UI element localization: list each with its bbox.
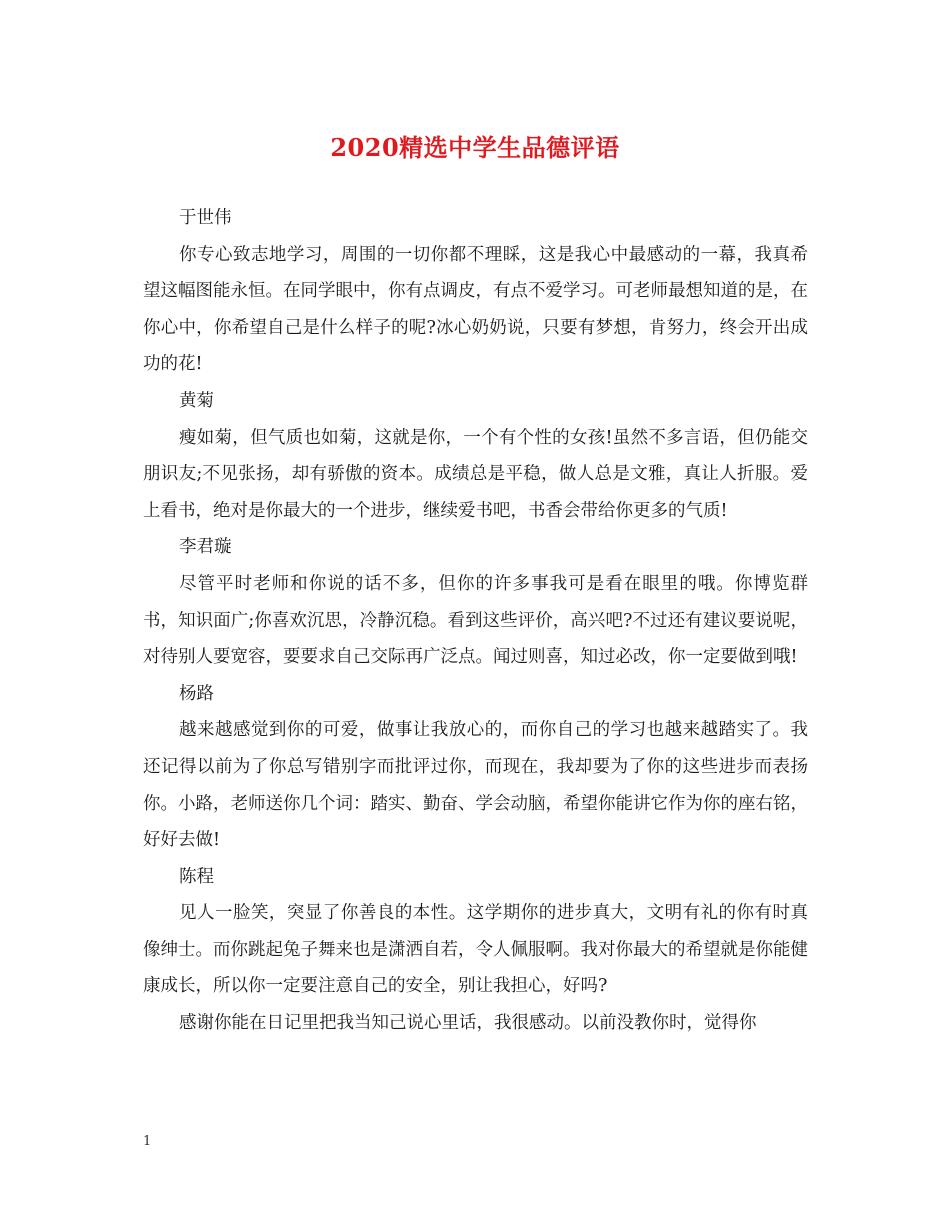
entry-name: 于世伟 [179, 208, 232, 228]
entry-name: 杨路 [179, 683, 214, 704]
trailing-paragraph: 感谢你能在日记里把我当知己说心里话，我很感动。以前没教你时，觉得你 [179, 1013, 757, 1034]
entry-name: 李君璇 [179, 537, 232, 558]
entry-paragraph: 越来越感觉到你的可爱，做事让我放心的，而你自己的学习也越来越踏实了。我还记得以前为了你总写错别字而批评过你，而现在，我却要为了你的这些进步而表扬你。小路，老师送你几个词：踏实、勤奋、学会动脑，希望你能讲它作为你的座右铭，好好去做! [143, 720, 808, 851]
entry-paragraph: 尽管平时老师和你说的话不多，但你的许多事我可是看在眼里的哦。你博览群书，知识面广;你喜欢沉思，冷静沉稳。看到这些评价，高兴吧?不过还有建议要说呢，对待别人要宽容，要要求自己交际再广泛点。闻过则喜，知过必改，你一定要做到哦! [143, 573, 808, 668]
entry-paragraph: 见人一脸笑，突显了你善良的本性。这学期你的进步真大，文明有礼的你有时真像绅士。而你跳起兔子舞来也是潇洒自若，令人佩服啊。我对你最大的希望就是你能健康成长，所以你一定要注意自己的安全，别让我担心，好吗? [143, 903, 808, 997]
entry-paragraph: 你专心致志地学习，周围的一切你都不理睬，这是我心中最感动的一幕，我真希望这幅图能永恒。在同学眼中，你有点调皮，有点不爱学习。可老师最想知道的是，在你心中，你希望自己是什么样子的呢?冰心奶奶说，只要有梦想，肯努力，终会开出成功的花! [143, 244, 808, 375]
page-title: 2020精选中学生品德评语 [330, 133, 620, 162]
entry-name: 陈程 [179, 866, 214, 887]
entry-paragraph: 瘦如菊，但气质也如菊，这就是你，一个有个性的女孩!虽然不多言语，但仍能交朋识友;不见张扬，却有骄傲的资本。成绩总是平稳，做人总是文雅，真让人折服。爱上看书，绝对是你最大的一个进步，继续爱书吧，书香会带给你更多的气质! [143, 427, 808, 521]
page-number: 1 [143, 1134, 152, 1149]
document-body [143, 200, 808, 1042]
entry-name: 黄菊 [179, 390, 214, 411]
